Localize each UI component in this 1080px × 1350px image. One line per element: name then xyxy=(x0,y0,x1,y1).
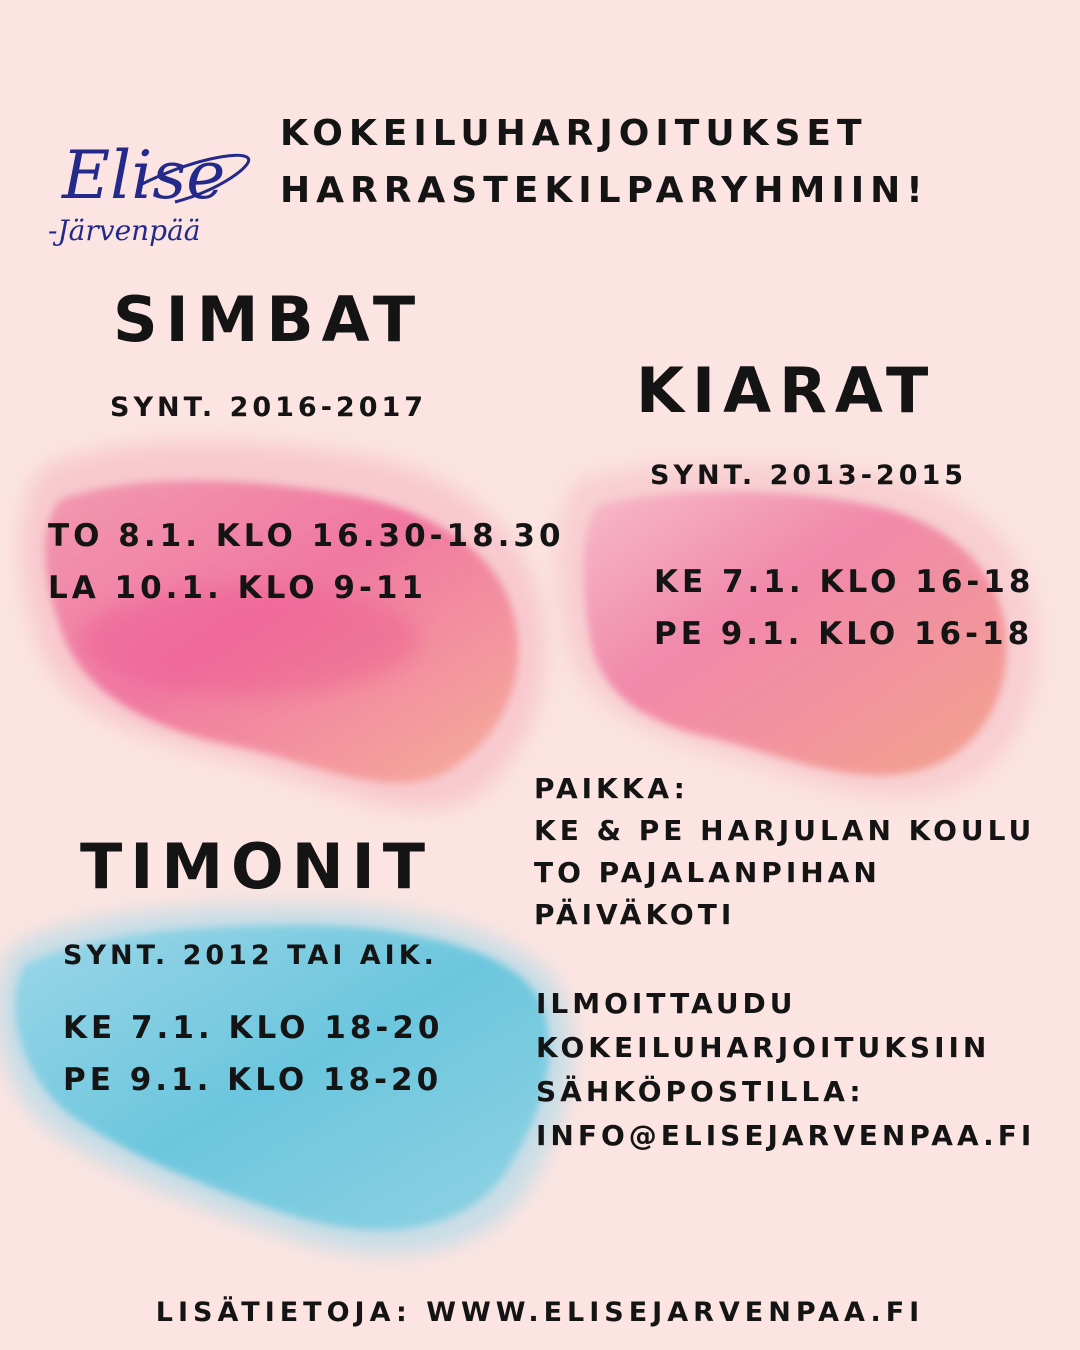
simbat-time-2: LA 10.1. KLO 9-11 xyxy=(48,570,427,606)
timonit-title: TIMONIT xyxy=(80,830,434,903)
signup-line-1: ILMOITTAUDU xyxy=(536,987,797,1020)
timonit-time-1: KE 7.1. KLO 18-20 xyxy=(63,1010,444,1046)
timonit-time-2: PE 9.1. KLO 18-20 xyxy=(63,1062,443,1098)
kiarat-time-1: KE 7.1. KLO 16-18 xyxy=(654,564,1035,600)
logo-brand-text: Elise xyxy=(62,137,226,214)
logo-city-text: -Järvenpää xyxy=(48,214,201,247)
kiarat-time-2: PE 9.1. KLO 16-18 xyxy=(654,616,1034,652)
header-line-2: HARRASTEKILPARYHMIIN! xyxy=(280,170,929,211)
location-line-3: PÄIVÄKOTI xyxy=(534,898,736,931)
elise-logo xyxy=(40,90,260,270)
kiarat-birth-years: SYNT. 2013-2015 xyxy=(650,460,968,491)
simbat-birth-years: SYNT. 2016-2017 xyxy=(110,392,428,423)
signup-email-link[interactable]: INFO@ELISEJARVENPAA.FI xyxy=(536,1119,1036,1152)
signup-line-2: KOKEILUHARJOITUKSIIN xyxy=(536,1031,991,1064)
location-line-2: TO PAJALANPIHAN xyxy=(534,856,881,889)
simbat-title: SIMBAT xyxy=(113,283,424,356)
location-line-1: KE & PE HARJULAN KOULU xyxy=(534,814,1036,847)
footer-more-info[interactable]: LISÄTIETOJA: WWW.ELISEJARVENPAA.FI xyxy=(155,1297,925,1328)
header-line-1: KOKEILUHARJOITUKSET xyxy=(280,113,868,154)
kiarat-title: KIARAT xyxy=(636,354,937,427)
simbat-pink-splash xyxy=(21,442,545,810)
location-label: PAIKKA: xyxy=(534,772,689,805)
simbat-time-1: TO 8.1. KLO 16.30-18.30 xyxy=(48,518,565,554)
signup-line-3: SÄHKÖPOSTILLA: xyxy=(536,1075,865,1108)
timonit-birth-years: SYNT. 2012 TAI AIK. xyxy=(63,940,438,971)
